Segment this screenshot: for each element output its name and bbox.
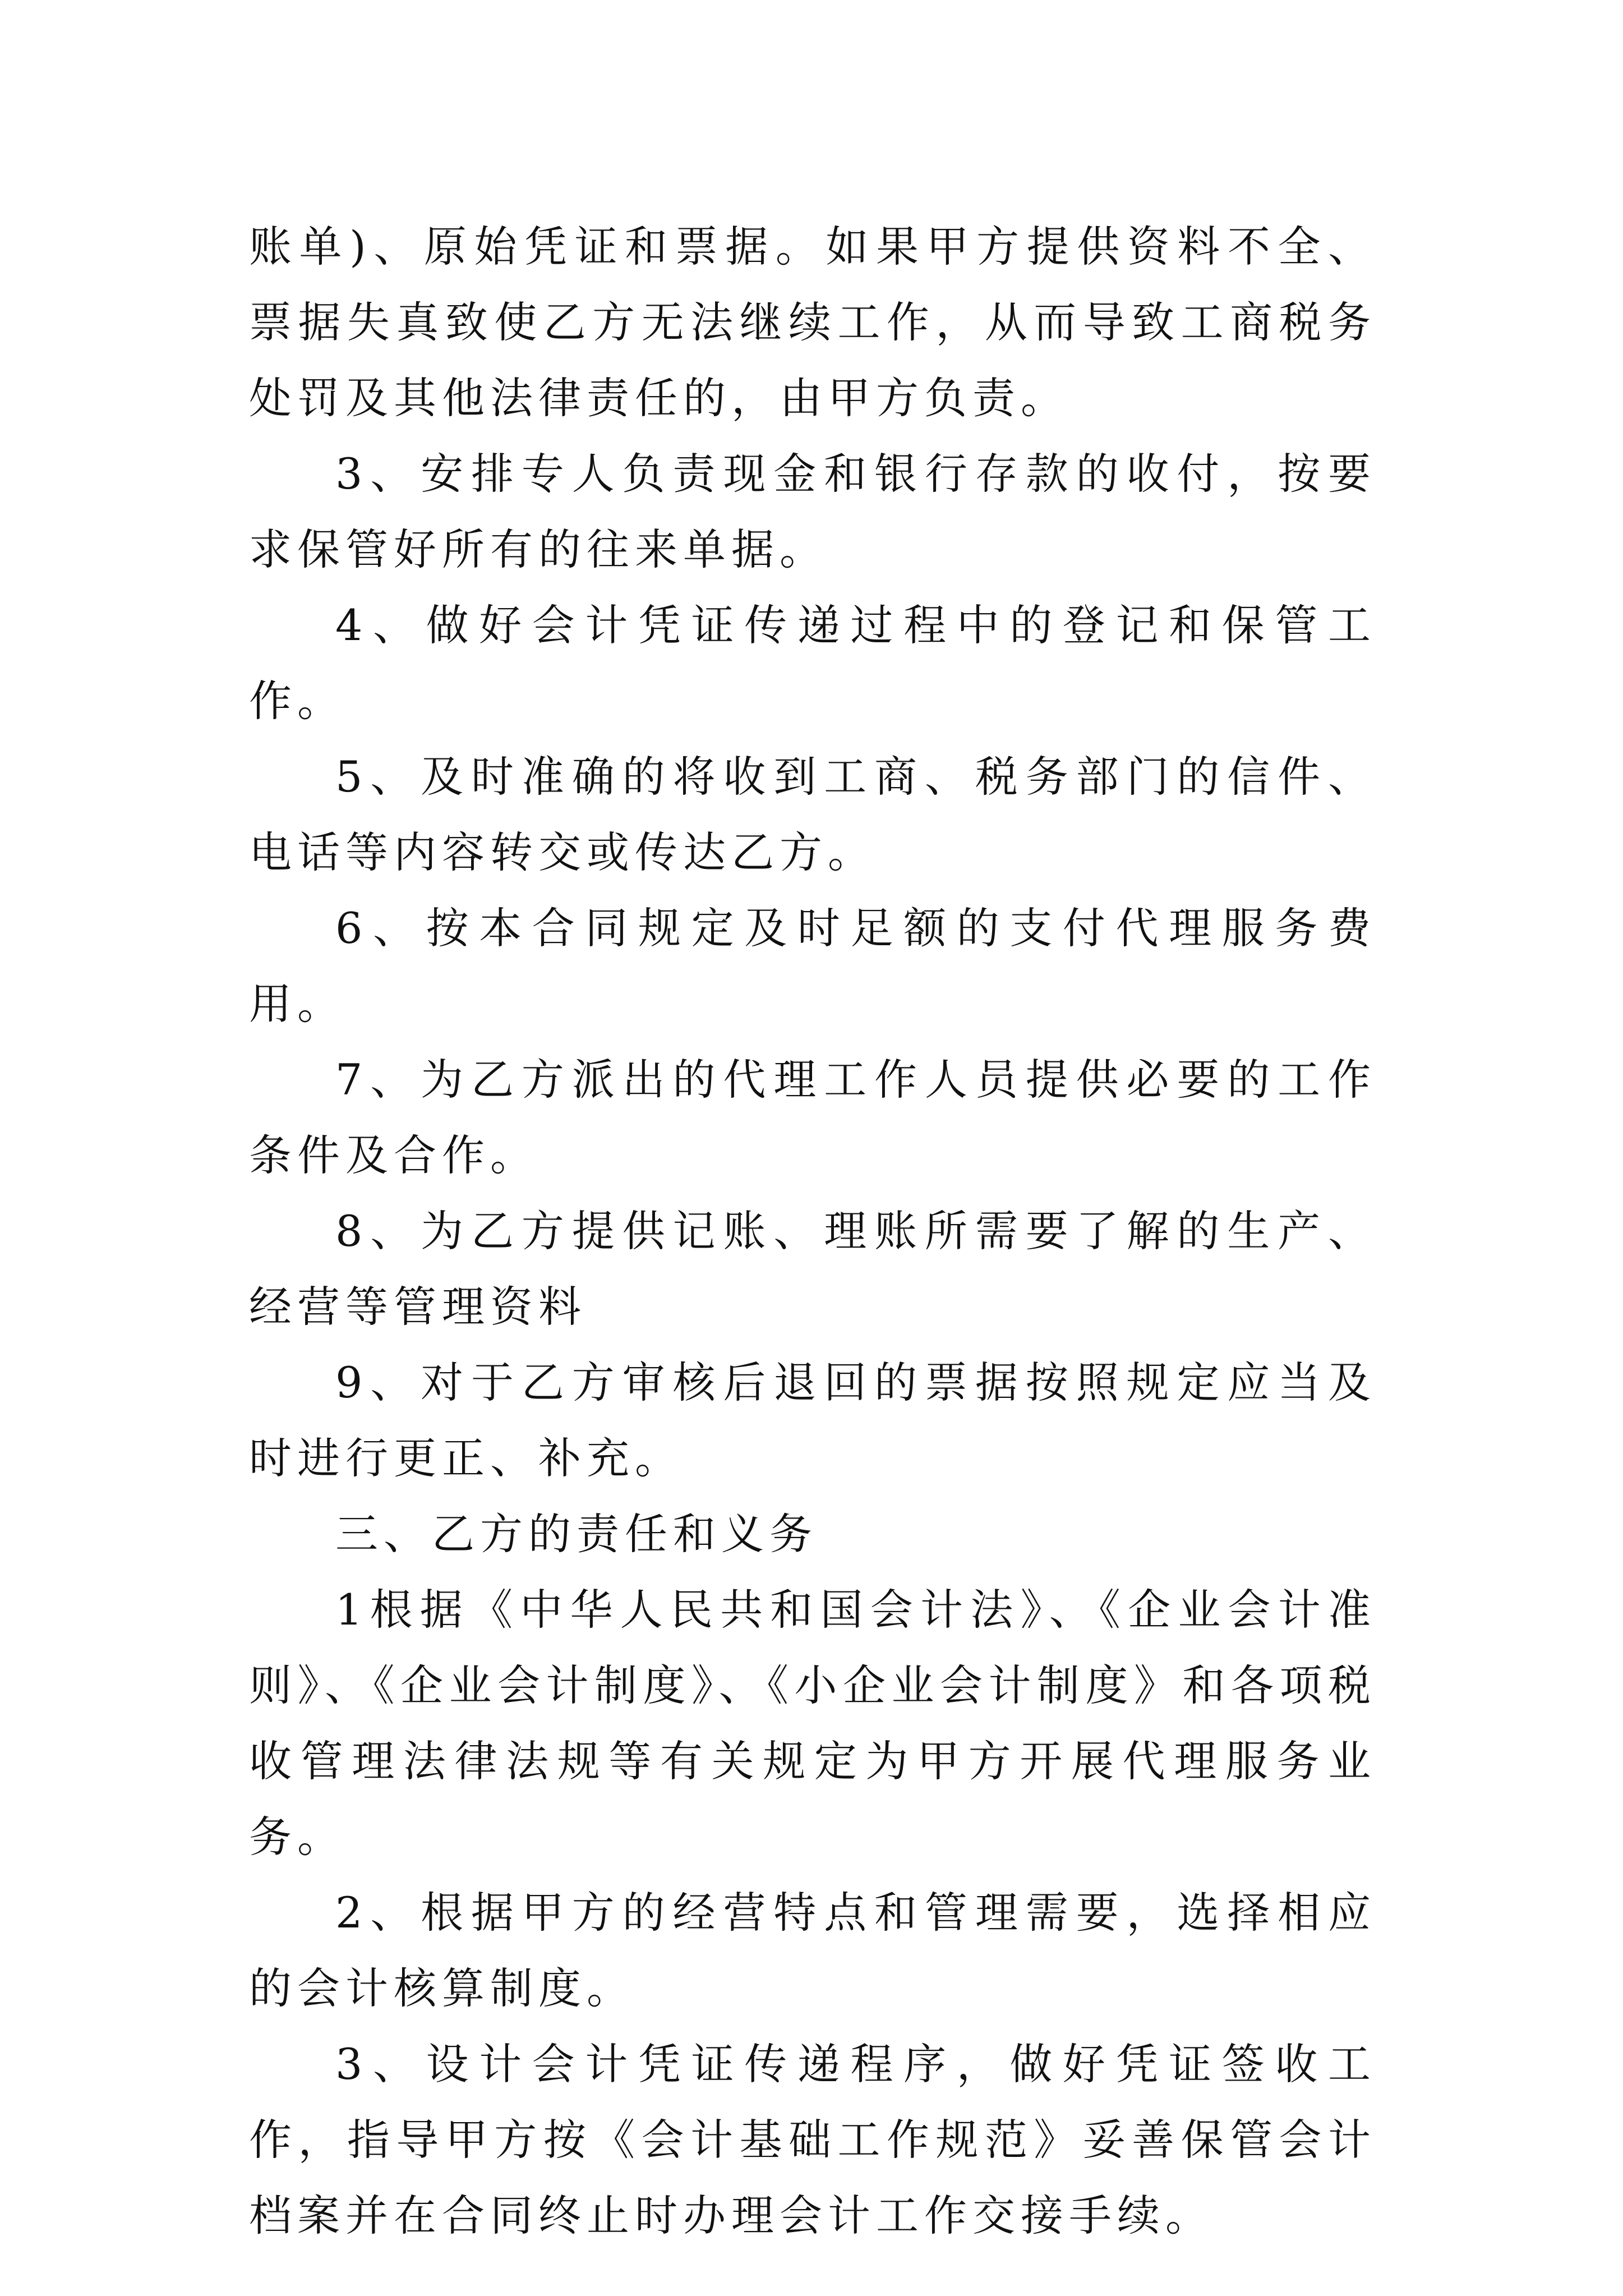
paragraph-continued: 账单)、原始凭证和票据。如果甲方提供资料不全、票据失真致使乙方无法继续工作，从而导致工商税务处罚及其他法律责任的，由甲方负责。 (249, 222, 1376, 423)
paragraph-section3-item-1: 1根据《中华人民共和国会计法》、《企业会计准则》、《企业会计制度》、《小企业会计制度》和各项税收管理法律法规等有关规定为甲方开展代理服务业务。 (249, 1585, 1376, 1862)
section-heading: 三、乙方的责任和义务 (335, 1509, 818, 1559)
document-body (249, 209, 1376, 2253)
paragraph-item-9: 9、对于乙方审核后退回的票据按照规定应当及时进行更正、补充。 (249, 1358, 1376, 1483)
paragraph-section3-item-2: 2、根据甲方的经营特点和管理需要，选择相应的会计核算制度。 (249, 1888, 1376, 2013)
paragraph-item-5: 5、及时准确的将收到工商、税务部门的信件、电话等内容转交或传达乙方。 (249, 752, 1376, 877)
paragraph-item-3: 3、安排专人负责现金和银行存款的收付，按要求保管好所有的往来单据。 (249, 449, 1376, 574)
paragraph-item-4: 4、做好会计凭证传递过程中的登记和保管工作。 (249, 600, 1376, 726)
paragraph-item-7: 7、为乙方派出的代理工作人员提供必要的工作条件及合作。 (249, 1055, 1376, 1180)
paragraph-section3-item-3: 3、设计会计凭证传递程序，做好凭证签收工作，指导甲方按《会计基础工作规范》妥善保管会计档案并在合同终止时办理会计工作交接手续。 (249, 2039, 1376, 2240)
paragraph-item-6: 6、按本合同规定及时足额的支付代理服务费用。 (249, 903, 1376, 1029)
paragraph-item-8: 8、为乙方提供记账、理账所需要了解的生产、经营等管理资料 (249, 1206, 1376, 1332)
